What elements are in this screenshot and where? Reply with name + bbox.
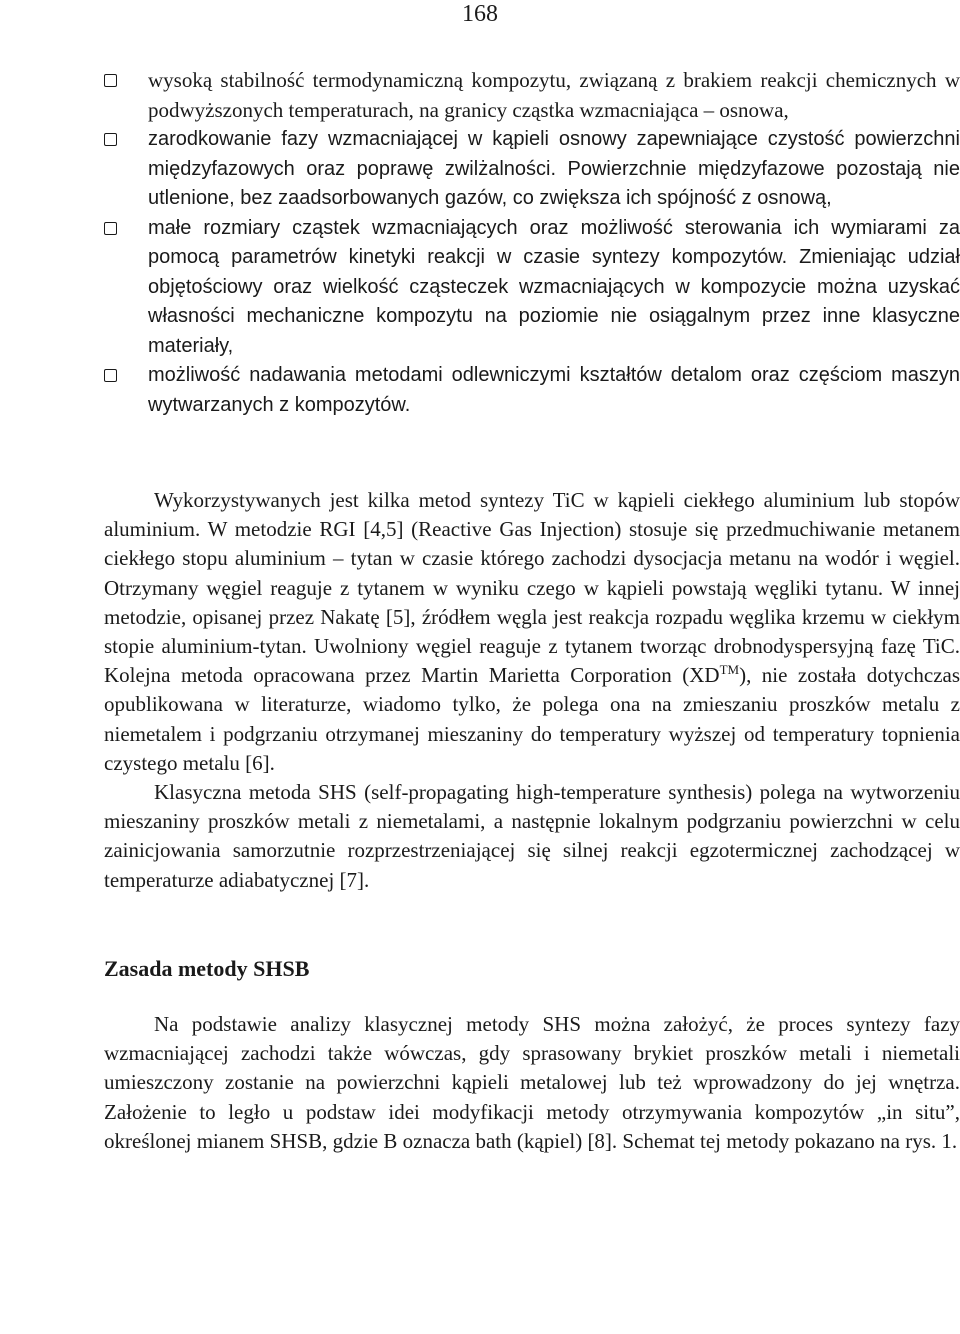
- bullet-item: [104, 214, 960, 362]
- bullet-text: możliwość nadawania metodami odlewniczymi kształtów detalom oraz częściom maszyn wytwarzanych z kompozytów.: [148, 364, 960, 416]
- section-body: [104, 1010, 960, 1156]
- bullet-text: wysoką stabilność termodynamiczną kompozytu, związaną z brakiem reakcji chemicznych w podwyższonych temperaturach, na granicy cząstka wzmacniająca – osnowa,: [148, 68, 960, 122]
- bullet-text: zarodkowanie fazy wzmacniającej w kąpieli osnowy zapewniające czystość powierzchni międzyfazowych oraz poprawę zwilżalności. Powierzchnie międzyfazowe pozostają nie utlenione, bez zaadsorbowanych gazów, co zwiększa ich spójność z osnową,: [148, 128, 960, 209]
- checkbox-bullet-icon: [104, 74, 117, 87]
- page-number: 168: [462, 1, 498, 27]
- bullet-item: [104, 66, 960, 125]
- trademark-superscript: TM: [719, 662, 740, 678]
- paragraph: [104, 486, 960, 778]
- checkbox-bullet-icon: [104, 133, 117, 146]
- paragraph: Klasyczna metoda SHS (self-propagating high-temperature synthesis) polega na wytworzeniu mieszaniny proszków metali z niemetalami, a następnie lokalnym podgrzaniu powierzchni w celu zainicjowania samorzutnie rozprzestrzeniającej się silnej reakcji egzotermicznej zachodzącej w temperaturze adiabatycznej [7].: [104, 780, 960, 892]
- bullet-item: [104, 361, 960, 420]
- body-paragraphs: [104, 486, 960, 895]
- bullet-text: małe rozmiary cząstek wzmacniających oraz możliwość sterowania ich wymiarami za pomocą parametrów kinetyki reakcji w czasie syntezy kompozytów. Zmieniając udział objętościowy oraz wielkość cząsteczek wzmacniających w kompozycie można uzyskać własności mechaniczne kompozytu na poziomie nie osiągalnym przez inne klasyczne materiały,: [148, 216, 960, 357]
- paragraph: Na podstawie analizy klasycznej metody SHS można założyć, że proces syntezy fazy wzmacniającej zachodzi także wówczas, gdy sprasowany brykiet proszków metali i niemetali umieszczony zostanie na powierzchni kąpieli metalowej lub też wprowadzony do jej wnętrza. Założenie to legło u podstaw idei modyfikacji metody otrzymywania kompozytów „in situ”, określonej mianem SHSB, gdzie B oznacza bath (kąpiel) [8]. Schemat tej metody pokazano na rys. 1.: [104, 1012, 960, 1153]
- section-heading: Zasada metody SHSB: [104, 956, 310, 981]
- checkbox-bullet-icon: [104, 222, 117, 235]
- checkbox-bullet-icon: [104, 369, 117, 382]
- paragraph-text: Wykorzystywanych jest kilka metod syntezy TiC w kąpieli ciekłego aluminium lub stopów aluminium. W metodzie RGI [4,5] (Reactive Gas Injection) stosuje się przedmuchiwanie metanem ciekłego stopu aluminium – tytan w czasie którego zachodzi dysocjacja metanu na wodór i węgiel. Otrzymany węgiel reaguje z tytanem w wyniku czego w kąpieli powstają węgliki tytanu. W innej metodzie, opisanej przez Nakatę [5], źródłem węgla jest reakcja rozpadu węglika krzemu w ciekłym stopie aluminium-tytan. Uwolniony węgiel reaguje z tytanem tworząc drobnodyspersyjną fazę TiC. Kolejna metoda opracowana przez Martin Marietta Corporation (XD: [104, 488, 960, 688]
- bullet-list: [104, 66, 960, 420]
- bullet-item: [104, 125, 960, 214]
- paragraph-text: ), nie została dotychczas opublikowana w literaturze, wiadomo tylko, że polega ona na zmieszaniu proszków metalu z niemetalem i podgrzaniu otrzymanej mieszaniny do temperatury wyższej od temperatury topnienia czystego metalu [6].: [104, 663, 960, 775]
